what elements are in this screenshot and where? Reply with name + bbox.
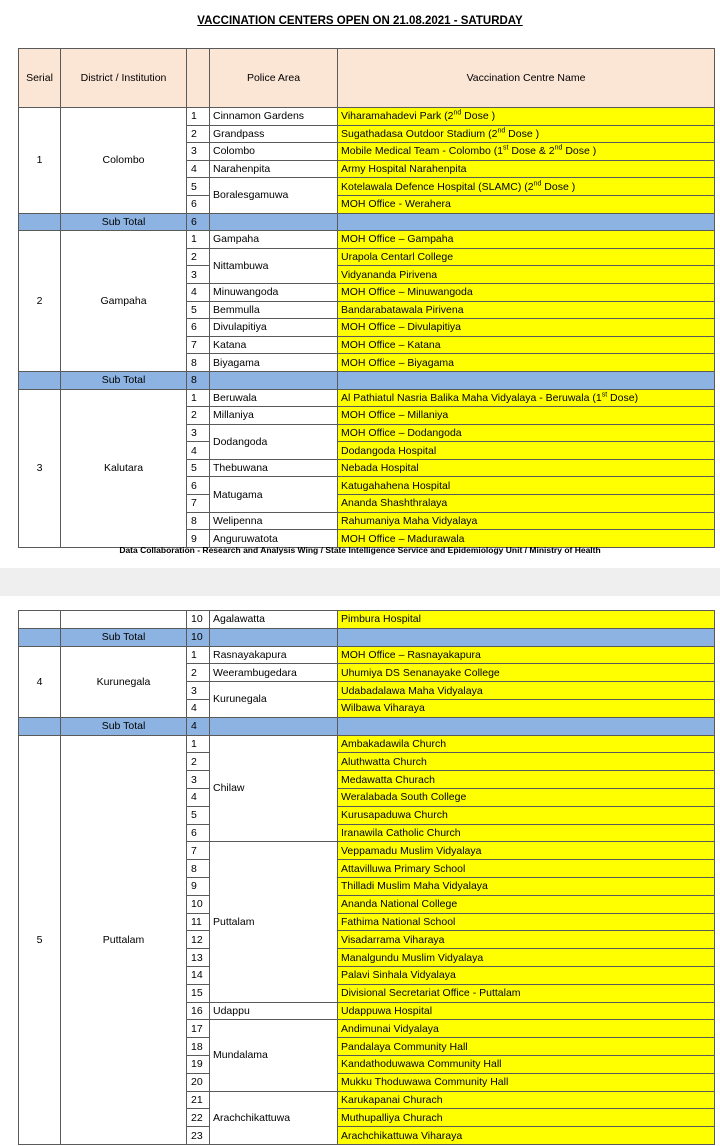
footer-credit: Data Collaboration - Research and Analysis Wing / State Intelligence Service and Epidemiology Unit / Ministry of Health bbox=[119, 545, 601, 555]
centre-name: Army Hospital Narahenpita bbox=[338, 160, 715, 178]
row-number: 10 bbox=[187, 895, 210, 913]
row-number: 1 bbox=[187, 389, 210, 407]
row-number: 5 bbox=[187, 459, 210, 477]
centre-name: Sugathadasa Outdoor Stadium (2nd Dose ) bbox=[338, 125, 715, 143]
header-centre: Vaccination Centre Name bbox=[338, 49, 715, 108]
row-number: 9 bbox=[187, 530, 210, 548]
police-area: Anguruwatota bbox=[210, 530, 338, 548]
centre-name: MOH Office – Dodangoda bbox=[338, 424, 715, 442]
police-area: Dodangoda bbox=[210, 424, 338, 459]
centre-name: Pimbura Hospital bbox=[338, 611, 715, 629]
police-area: Udappu bbox=[210, 1002, 338, 1020]
centre-name: MOH Office - Werahera bbox=[338, 195, 715, 213]
row-number: 6 bbox=[187, 477, 210, 495]
vaccination-table-page-2 bbox=[18, 610, 715, 1145]
centre-name: Katugahahena Hospital bbox=[338, 477, 715, 495]
table-row bbox=[19, 646, 715, 664]
row-number: 19 bbox=[187, 1055, 210, 1073]
header-police-area: Police Area bbox=[210, 49, 338, 108]
subtotal-row bbox=[19, 371, 715, 389]
police-area: Beruwala bbox=[210, 389, 338, 407]
subtotal-value: 4 bbox=[187, 717, 210, 735]
row-number: 2 bbox=[187, 125, 210, 143]
row-number: 10 bbox=[187, 611, 210, 629]
centre-name: Kotelawala Defence Hospital (SLAMC) (2nd Dose ) bbox=[338, 178, 715, 196]
police-area: Narahenpita bbox=[210, 160, 338, 178]
centre-name: Kandathoduwawa Community Hall bbox=[338, 1055, 715, 1073]
row-number: 22 bbox=[187, 1109, 210, 1127]
row-number: 8 bbox=[187, 354, 210, 372]
centre-name: Wilbawa Viharaya bbox=[338, 699, 715, 717]
centre-name: Ananda National College bbox=[338, 895, 715, 913]
centre-name: Al Pathiatul Nasria Balika Maha Vidyalaya - Beruwala (1st Dose) bbox=[338, 389, 715, 407]
district-serial: 3 bbox=[19, 389, 61, 547]
centre-name: Manalgundu Muslim Vidyalaya bbox=[338, 949, 715, 967]
subtotal-row bbox=[19, 717, 715, 735]
police-area: Nittambuwa bbox=[210, 248, 338, 283]
table-header-row bbox=[19, 49, 715, 108]
header-district: District / Institution bbox=[61, 49, 187, 108]
district-name: Gampaha bbox=[61, 231, 187, 372]
row-number: 3 bbox=[187, 266, 210, 284]
row-number: 4 bbox=[187, 283, 210, 301]
police-area: Weerambugedara bbox=[210, 664, 338, 682]
row-number: 1 bbox=[187, 231, 210, 249]
row-number: 3 bbox=[187, 143, 210, 161]
centre-name: Palavi Sinhala Vidyalaya bbox=[338, 966, 715, 984]
row-number: 4 bbox=[187, 788, 210, 806]
row-number: 8 bbox=[187, 860, 210, 878]
centre-name: MOH Office – Rasnayakapura bbox=[338, 646, 715, 664]
table-row bbox=[19, 735, 715, 753]
vaccination-table-page-1 bbox=[18, 48, 715, 548]
header-serial: Serial bbox=[19, 49, 61, 108]
centre-name: Udappuwa Hospital bbox=[338, 1002, 715, 1020]
centre-name: Arachchikattuwa Viharaya bbox=[338, 1127, 715, 1145]
subtotal-value: 6 bbox=[187, 213, 210, 231]
police-area: Gampaha bbox=[210, 231, 338, 249]
row-number: 5 bbox=[187, 178, 210, 196]
row-number: 6 bbox=[187, 824, 210, 842]
row-number: 9 bbox=[187, 877, 210, 895]
district-name: Puttalam bbox=[61, 735, 187, 1144]
centre-name: MOH Office – Gampaha bbox=[338, 231, 715, 249]
row-number: 13 bbox=[187, 949, 210, 967]
centre-name: Ambakadawila Church bbox=[338, 735, 715, 753]
police-area: Arachchikattuwa bbox=[210, 1091, 338, 1144]
centre-name: Viharamahadevi Park (2nd Dose ) bbox=[338, 108, 715, 126]
centre-name: Iranawila Catholic Church bbox=[338, 824, 715, 842]
centre-name: Rahumaniya Maha Vidyalaya bbox=[338, 512, 715, 530]
row-number: 7 bbox=[187, 842, 210, 860]
row-number: 7 bbox=[187, 495, 210, 513]
police-area: Agalawatta bbox=[210, 611, 338, 629]
centre-name: Mobile Medical Team - Colombo (1st Dose & 2nd Dose ) bbox=[338, 143, 715, 161]
row-number: 6 bbox=[187, 319, 210, 337]
police-area: Biyagama bbox=[210, 354, 338, 372]
centre-name: Thilladi Muslim Maha Vidyalaya bbox=[338, 877, 715, 895]
row-number: 3 bbox=[187, 682, 210, 700]
row-number: 6 bbox=[187, 195, 210, 213]
header-number bbox=[187, 49, 210, 108]
table-row bbox=[19, 611, 715, 629]
row-number: 4 bbox=[187, 699, 210, 717]
row-number: 2 bbox=[187, 248, 210, 266]
centre-name: Dodangoda Hospital bbox=[338, 442, 715, 460]
centre-name: Andimunai Vidyalaya bbox=[338, 1020, 715, 1038]
police-area: Kurunegala bbox=[210, 682, 338, 718]
centre-name: Kurusapaduwa Church bbox=[338, 806, 715, 824]
page-break bbox=[0, 568, 720, 596]
row-number: 17 bbox=[187, 1020, 210, 1038]
subtotal-row bbox=[19, 213, 715, 231]
centre-name: Urapola Centarl College bbox=[338, 248, 715, 266]
subtotal-value: 10 bbox=[187, 628, 210, 646]
centre-name: Visadarrama Viharaya bbox=[338, 931, 715, 949]
police-area: Welipenna bbox=[210, 512, 338, 530]
centre-name: MOH Office – Divulapitiya bbox=[338, 319, 715, 337]
centre-name: Uhumiya DS Senanayake College bbox=[338, 664, 715, 682]
centre-name: Divisional Secretariat Office - Puttalam bbox=[338, 984, 715, 1002]
row-number: 16 bbox=[187, 1002, 210, 1020]
centre-name: Veppamadu Muslim Vidyalaya bbox=[338, 842, 715, 860]
centre-name: Mukku Thoduwawa Community Hall bbox=[338, 1073, 715, 1091]
police-area: Thebuwana bbox=[210, 459, 338, 477]
centre-name: Muthupalliya Churach bbox=[338, 1109, 715, 1127]
police-area: Millaniya bbox=[210, 407, 338, 425]
police-area: Grandpass bbox=[210, 125, 338, 143]
police-area: Colombo bbox=[210, 143, 338, 161]
row-number: 2 bbox=[187, 407, 210, 425]
row-number: 1 bbox=[187, 108, 210, 126]
centre-name: Nebada Hospital bbox=[338, 459, 715, 477]
centre-name: MOH Office – Millaniya bbox=[338, 407, 715, 425]
centre-name: MOH Office – Minuwangoda bbox=[338, 283, 715, 301]
subtotal-label: Sub Total bbox=[61, 371, 187, 389]
subtotal-label: Sub Total bbox=[61, 213, 187, 231]
centre-name: MOH Office – Katana bbox=[338, 336, 715, 354]
table-row bbox=[19, 389, 715, 407]
row-number: 4 bbox=[187, 442, 210, 460]
district-name: Kurunegala bbox=[61, 646, 187, 717]
police-area: Chilaw bbox=[210, 735, 338, 842]
centre-name: Medawatta Churach bbox=[338, 771, 715, 789]
row-number: 12 bbox=[187, 931, 210, 949]
district-name: Kalutara bbox=[61, 389, 187, 547]
police-area: Rasnayakapura bbox=[210, 646, 338, 664]
row-number: 2 bbox=[187, 753, 210, 771]
district-name: Colombo bbox=[61, 108, 187, 214]
subtotal-label: Sub Total bbox=[61, 628, 187, 646]
centre-name: MOH Office – Biyagama bbox=[338, 354, 715, 372]
row-number: 1 bbox=[187, 646, 210, 664]
police-area: Boralesgamuwa bbox=[210, 178, 338, 213]
row-number: 5 bbox=[187, 301, 210, 319]
centre-name: MOH Office – Madurawala bbox=[338, 530, 715, 548]
police-area: Puttalam bbox=[210, 842, 338, 1002]
row-number: 3 bbox=[187, 424, 210, 442]
row-number: 14 bbox=[187, 966, 210, 984]
row-number: 3 bbox=[187, 771, 210, 789]
row-number: 20 bbox=[187, 1073, 210, 1091]
police-area: Katana bbox=[210, 336, 338, 354]
police-area: Mundalama bbox=[210, 1020, 338, 1091]
row-number: 18 bbox=[187, 1038, 210, 1056]
row-number: 23 bbox=[187, 1127, 210, 1145]
centre-name: Pandalaya Community Hall bbox=[338, 1038, 715, 1056]
row-number: 15 bbox=[187, 984, 210, 1002]
police-area: Bemmulla bbox=[210, 301, 338, 319]
row-number: 11 bbox=[187, 913, 210, 931]
row-number: 21 bbox=[187, 1091, 210, 1109]
row-number: 8 bbox=[187, 512, 210, 530]
centre-name: Udabadalawa Maha Vidyalaya bbox=[338, 682, 715, 700]
district-serial: 4 bbox=[19, 646, 61, 717]
police-area: Matugama bbox=[210, 477, 338, 512]
page-title: VACCINATION CENTERS OPEN ON 21.08.2021 - SATURDAY bbox=[197, 15, 523, 27]
row-number: 4 bbox=[187, 160, 210, 178]
centre-name: Karukapanai Churach bbox=[338, 1091, 715, 1109]
police-area: Divulapitiya bbox=[210, 319, 338, 337]
police-area: Cinnamon Gardens bbox=[210, 108, 338, 126]
subtotal-value: 8 bbox=[187, 371, 210, 389]
row-number: 5 bbox=[187, 806, 210, 824]
centre-name: Aluthwatta Church bbox=[338, 753, 715, 771]
centre-name: Vidyananda Pirivena bbox=[338, 266, 715, 284]
centre-name: Bandarabatawala Pirivena bbox=[338, 301, 715, 319]
row-number: 7 bbox=[187, 336, 210, 354]
centre-name: Weralabada South College bbox=[338, 788, 715, 806]
subtotal-row bbox=[19, 628, 715, 646]
table-row bbox=[19, 231, 715, 249]
centre-name: Ananda Shashthralaya bbox=[338, 495, 715, 513]
row-number: 1 bbox=[187, 735, 210, 753]
centre-name: Fathima National School bbox=[338, 913, 715, 931]
district-serial: 1 bbox=[19, 108, 61, 214]
table-row bbox=[19, 108, 715, 126]
row-number: 2 bbox=[187, 664, 210, 682]
centre-name: Attavilluwa Primary School bbox=[338, 860, 715, 878]
district-serial: 5 bbox=[19, 735, 61, 1144]
district-serial: 2 bbox=[19, 231, 61, 372]
police-area: Minuwangoda bbox=[210, 283, 338, 301]
subtotal-label: Sub Total bbox=[61, 717, 187, 735]
